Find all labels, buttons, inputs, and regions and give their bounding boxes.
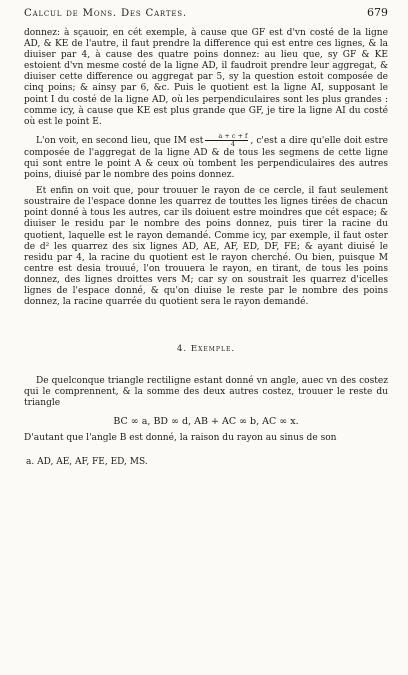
im-fraction	[205, 133, 248, 148]
page-number: 679	[367, 6, 388, 19]
paragraph-im	[24, 133, 388, 181]
paragraph-problem: De quelconque triangle rectiligne estant donné vn angle, auec vn des costez qui le comprennent, & la somme des deux autres costez, trouuer le reste du triangle	[24, 376, 388, 409]
equation: BC ∞ a, BD ∞ d, AB + AC ∞ b, AC ∞ x.	[113, 416, 299, 428]
closing-line: D'autant que l'angle B est donné, la raison du rayon au sinus de son	[24, 433, 337, 444]
im-text-after: , c'est a dire qu'elle doit estre composée de l'aggregat de la ligne AD & de tous les segmens de cette ligne qui sont entre le point A & ceux où tombent les perpendiculaires des autres poins, diuisé par le nombre des poins donnez.	[24, 135, 388, 181]
fraction-numerator: a + c + f	[205, 133, 248, 141]
page-header	[24, 0, 388, 28]
footnote: a. AD, AE, AF, FE, ED, MS.	[26, 456, 148, 467]
paragraph-continued: donnez: à sçauoir, en cét exemple, à cause que GF est d'vn costé de la ligne AD, & KE de l'autre, il faut prendre la difference qui est entre ces lignes, & la diuiser par 4, à cause des quatre poins donnez: au lieu que, sy GF & KE estoient d'vn mesme costé de la ligne AD, il faudroit prendre leur aggregat, & diuiser cette difference ou aggregat par 5, sy la question estoit composée de cinq poins; & ainsy par 6, &c. Puis le quotient est la ligne AI, supposant le point I du costé de la ligne AD, où les perpendiculaires sont les plus grandes : comme icy, à cause que KE est plus grande que GF, je tire la ligne AI du costé où est le point E.	[24, 28, 388, 127]
im-text-before: L'on voit, en second lieu, que IM est	[36, 135, 204, 146]
paragraph-radius: Et enfin on voit que, pour trouuer le rayon de ce cercle, il faut seulement soustraire de l'espace donne les quarrez de touttes les lignes tirées de chacun point donné à tous les autres, car ils doiuent estre moindres que cét espace; & diuiser le residu par le nombre des poins donnez, puis tirer la racine du quotient, laquelle est le rayon demandé. Comme icy, par exemple, il faut oster de d² les quarrez des six lignes AD, AE, AF, ED, DF, FE; & ayant diuisé le residu par 4, la racine du quotient est le rayon cherché. Ou bien, puisque M centre est desia trouué, l'on trouuera le rayon, en tirant, de tous les poins donnez, des lignes droittes vers M; car sy on soustrait les quarrez d'icelles lignes de l'espace donné, & qu'on diuise le reste par le nombre des poins donnez, la racine quarrée du quotient sera le rayon demandé.	[24, 186, 388, 308]
fraction-denominator: 4	[230, 139, 235, 148]
running-head: Calcul de Mons. Des Cartes.	[24, 8, 187, 19]
section-title: 4. Exemple.	[176, 344, 236, 355]
